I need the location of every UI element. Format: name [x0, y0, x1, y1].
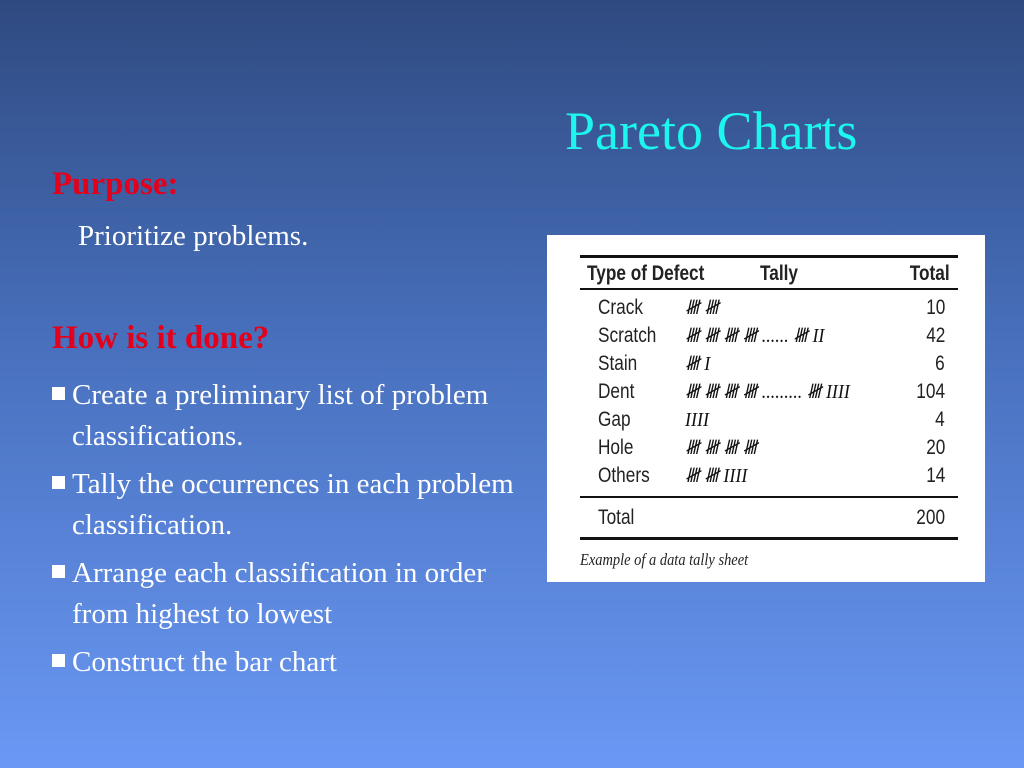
defect-total: 14	[925, 464, 945, 487]
defect-label: Stain	[598, 352, 638, 375]
table-total-rule	[580, 496, 958, 498]
square-bullet-icon	[52, 565, 65, 578]
table-bottom-rule	[580, 537, 958, 540]
defect-label: Dent	[598, 380, 635, 403]
defect-total: 42	[925, 324, 945, 347]
defect-total: 20	[925, 436, 945, 459]
bullet-item	[52, 375, 522, 457]
tally-marks: 𝍸 𝍸 𝍸 𝍸 ......... 𝍸 IIII	[685, 381, 850, 403]
bullet-text: Arrange each classification in order from highest to lowest	[72, 557, 486, 630]
bullet-item	[52, 464, 522, 546]
square-bullet-icon	[52, 476, 65, 489]
bullet-item	[52, 553, 522, 635]
bullet-text: Tally the occurrences in each problem classification.	[72, 468, 514, 541]
tally-marks: 𝍸 𝍸 IIII	[685, 465, 748, 487]
bullet-list	[52, 375, 522, 690]
total-value: 200	[916, 506, 945, 529]
defect-label: Crack	[598, 296, 643, 319]
header-type-of-defect: Type of Defect	[587, 262, 705, 285]
bullet-text: Create a preliminary list of problem classifications.	[72, 379, 489, 452]
header-tally: Tally	[760, 262, 798, 285]
defect-total: 104	[916, 380, 945, 403]
defect-total: 10	[925, 296, 945, 319]
defect-total: 4	[935, 408, 945, 431]
purpose-text: Prioritize problems.	[78, 220, 309, 252]
defect-label: Others	[598, 464, 650, 487]
defect-label: Hole	[598, 436, 634, 459]
defect-total: 6	[935, 352, 945, 375]
defect-label: Gap	[598, 408, 631, 431]
tally-sheet-image	[547, 235, 985, 582]
tally-sheet-caption: Example of a data tally sheet	[580, 550, 749, 569]
tally-marks: 𝍸 I	[685, 353, 711, 375]
total-label: Total	[598, 506, 635, 529]
how-heading: How is it done?	[52, 320, 270, 356]
tally-marks: IIII	[685, 409, 709, 431]
square-bullet-icon	[52, 654, 65, 667]
tally-marks: 𝍸 𝍸	[685, 297, 719, 319]
table-header-rule	[580, 288, 958, 290]
defect-label: Scratch	[598, 324, 657, 347]
header-total: Total	[910, 262, 950, 285]
table-top-rule	[580, 255, 958, 258]
purpose-heading: Purpose:	[52, 166, 179, 202]
bullet-text: Construct the bar chart	[72, 646, 337, 678]
square-bullet-icon	[52, 387, 65, 400]
tally-marks: 𝍸 𝍸 𝍸 𝍸	[685, 437, 758, 459]
slide-title: Pareto Charts	[565, 101, 858, 161]
tally-marks: 𝍸 𝍸 𝍸 𝍸 ...... 𝍸 II	[685, 325, 825, 347]
bullet-item	[52, 642, 522, 683]
